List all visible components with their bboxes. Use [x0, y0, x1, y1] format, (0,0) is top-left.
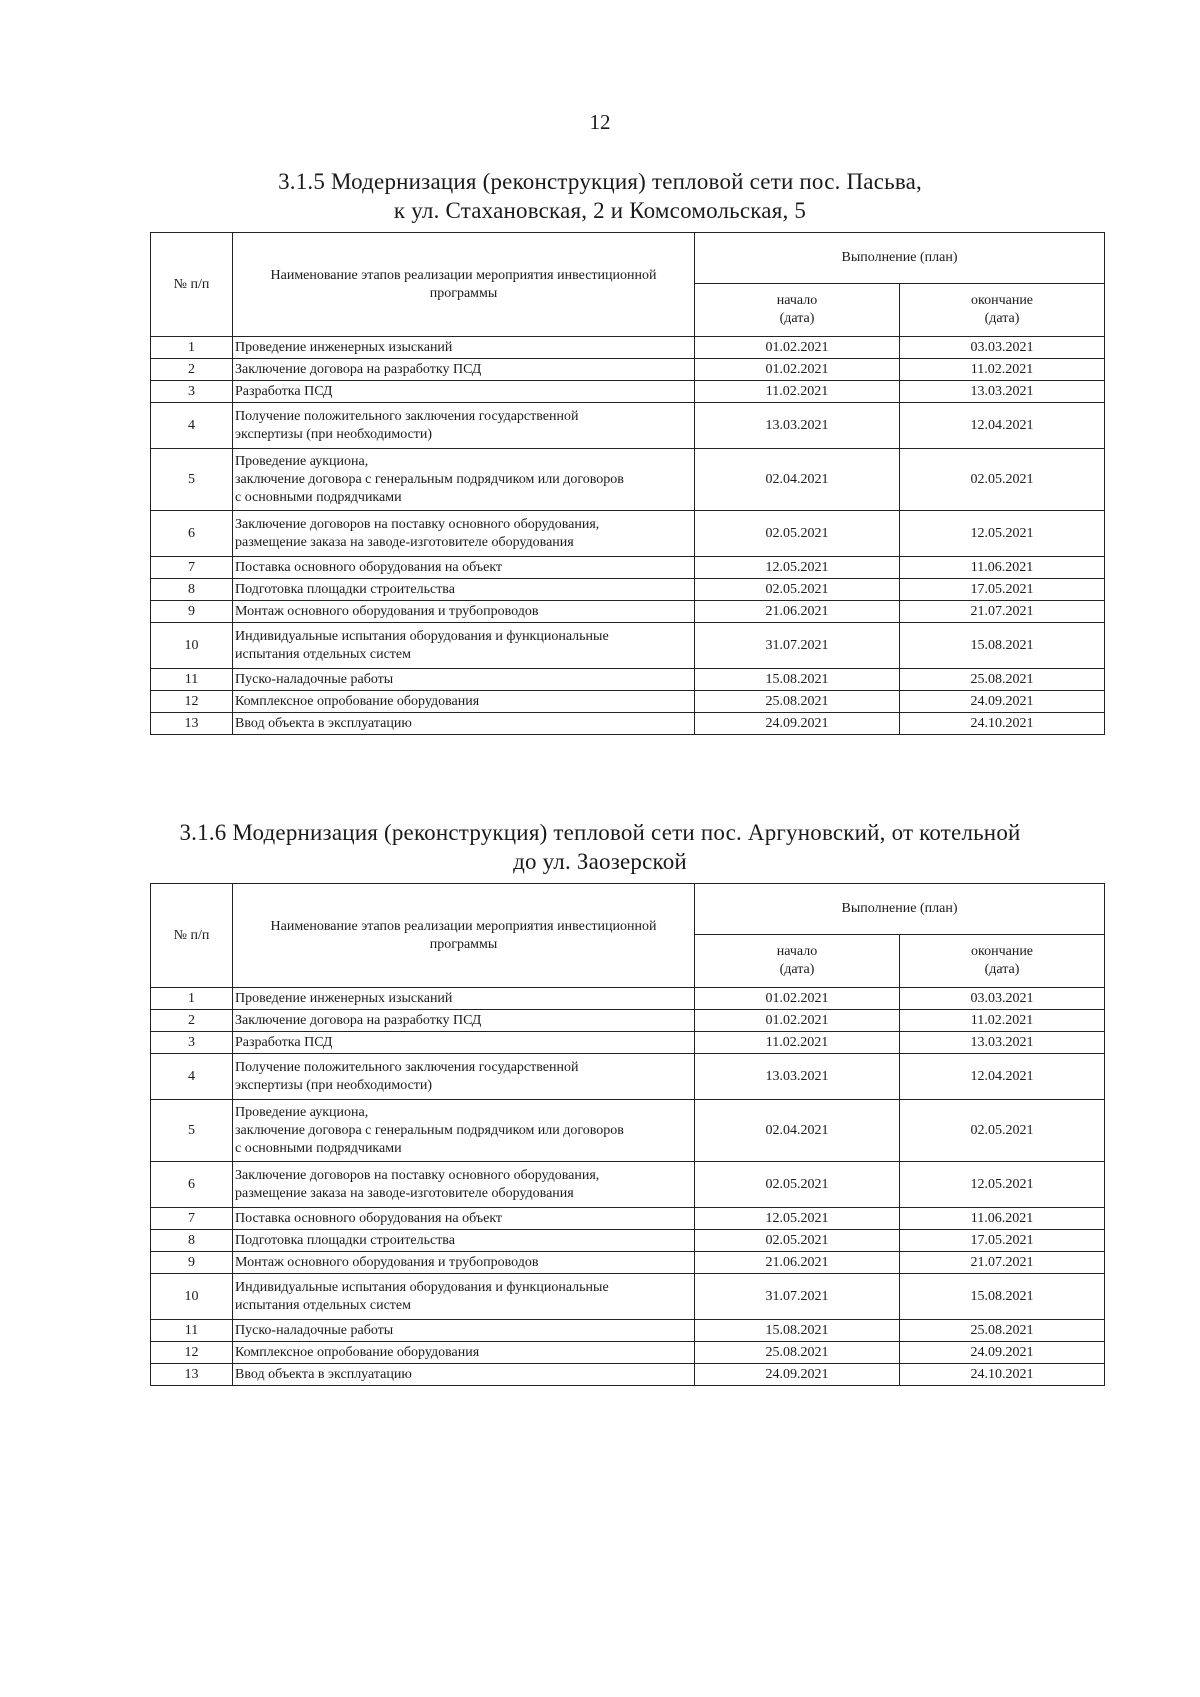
stage-name-line: Поставка основного оборудования на объект [235, 559, 503, 575]
stage-name-line: Заключение договора на разработку ПСД [235, 361, 482, 377]
stage-name-line: Подготовка площадки строительства [235, 1232, 455, 1248]
row-number: 10 [151, 1274, 233, 1320]
table-row [151, 713, 1105, 735]
row-number: 4 [151, 1054, 233, 1100]
table-row [151, 359, 1105, 381]
start-date: 13.03.2021 [695, 1054, 900, 1100]
stage-name [233, 623, 695, 669]
stage-name [233, 988, 695, 1010]
stage-name [233, 1100, 695, 1162]
end-date: 24.10.2021 [900, 713, 1105, 735]
stage-name [233, 1252, 695, 1274]
header-start-label: начало [776, 944, 818, 959]
row-number: 2 [151, 359, 233, 381]
schedule-table-body [151, 337, 1105, 735]
stage-name-line: Разработка ПСД [235, 383, 333, 399]
header-start-date [695, 284, 900, 337]
stage-name [233, 557, 695, 579]
table-row [151, 1320, 1105, 1342]
stage-name [233, 691, 695, 713]
row-number: 6 [151, 511, 233, 557]
row-number: 8 [151, 579, 233, 601]
stage-name [233, 1320, 695, 1342]
stage-name [233, 601, 695, 623]
stage-name-line: Комплексное опробование оборудования [235, 1344, 480, 1360]
row-number: 12 [151, 1342, 233, 1364]
page-number: 12 [589, 110, 611, 134]
section-title-line: 3.1.6 Модернизация (реконструкция) тепловой сети пос. Аргуновский, от котельной [179, 820, 1021, 845]
start-date: 15.08.2021 [695, 1320, 900, 1342]
end-date: 25.08.2021 [900, 669, 1105, 691]
start-date: 21.06.2021 [695, 1252, 900, 1274]
stage-name [233, 1010, 695, 1032]
stage-name [233, 713, 695, 735]
stage-name-line: с основными подрядчиками [235, 1140, 402, 1156]
stage-name-line: Монтаж основного оборудования и трубопроводов [235, 1254, 539, 1270]
end-date: 25.08.2021 [900, 1320, 1105, 1342]
stage-name-line: Индивидуальные испытания оборудования и функциональные [235, 1279, 609, 1295]
stage-name [233, 449, 695, 511]
end-date: 13.03.2021 [900, 381, 1105, 403]
stage-name-line: экспертизы (при необходимости) [235, 426, 433, 442]
start-date: 31.07.2021 [695, 1274, 900, 1320]
row-number: 13 [151, 1364, 233, 1386]
start-date: 15.08.2021 [695, 669, 900, 691]
stage-name [233, 381, 695, 403]
header-end-label: окончание [970, 293, 1034, 308]
stage-name [233, 337, 695, 359]
start-date: 02.05.2021 [695, 511, 900, 557]
schedule-table [150, 232, 1105, 735]
table-row [151, 691, 1105, 713]
stage-name-line: размещение заказа на заводе-изготовителе оборудования [235, 534, 574, 550]
header-start-unit: (дата) [779, 962, 815, 977]
start-date: 01.02.2021 [695, 359, 900, 381]
table-row [151, 1032, 1105, 1054]
end-date: 12.04.2021 [900, 403, 1105, 449]
end-date: 02.05.2021 [900, 449, 1105, 511]
stage-name-line: Ввод объекта в эксплуатацию [235, 1366, 412, 1382]
table-row [151, 449, 1105, 511]
table-row [151, 1054, 1105, 1100]
stage-name-line: заключение договора с генеральным подрядчиком или договоров [235, 471, 624, 487]
end-date: 17.05.2021 [900, 579, 1105, 601]
schedule-table [150, 883, 1105, 1386]
row-number: 6 [151, 1162, 233, 1208]
stage-name [233, 1342, 695, 1364]
start-date: 11.02.2021 [695, 381, 900, 403]
table-row [151, 403, 1105, 449]
start-date: 01.02.2021 [695, 337, 900, 359]
start-date: 02.05.2021 [695, 579, 900, 601]
stage-name [233, 1274, 695, 1320]
start-date: 24.09.2021 [695, 713, 900, 735]
row-number: 11 [151, 1320, 233, 1342]
row-number: 11 [151, 669, 233, 691]
stage-name-line: испытания отдельных систем [235, 646, 411, 662]
header-stage-name: Наименование этапов реализации мероприятия инвестиционной программы [233, 233, 695, 337]
stage-name-line: размещение заказа на заводе-изготовителе оборудования [235, 1185, 574, 1201]
row-number: 10 [151, 623, 233, 669]
stage-name [233, 1032, 695, 1054]
end-date: 12.04.2021 [900, 1054, 1105, 1100]
end-date: 12.05.2021 [900, 1162, 1105, 1208]
stage-name [233, 511, 695, 557]
stage-name [233, 1162, 695, 1208]
table-row [151, 1010, 1105, 1032]
start-date: 02.05.2021 [695, 1162, 900, 1208]
table-row [151, 579, 1105, 601]
end-date: 21.07.2021 [900, 1252, 1105, 1274]
stage-name-line: Поставка основного оборудования на объект [235, 1210, 503, 1226]
start-date: 02.05.2021 [695, 1230, 900, 1252]
stage-name-line: экспертизы (при необходимости) [235, 1077, 433, 1093]
row-number: 13 [151, 713, 233, 735]
table-row [151, 1342, 1105, 1364]
header-start-label: начало [776, 293, 818, 308]
row-number: 3 [151, 1032, 233, 1054]
start-date: 25.08.2021 [695, 1342, 900, 1364]
header-end-date [900, 935, 1105, 988]
end-date: 21.07.2021 [900, 601, 1105, 623]
row-number: 3 [151, 381, 233, 403]
start-date: 25.08.2021 [695, 691, 900, 713]
stage-name-line: Заключение договоров на поставку основного оборудования, [235, 516, 600, 532]
table-row [151, 1208, 1105, 1230]
stage-name-line: Подготовка площадки строительства [235, 581, 455, 597]
start-date: 02.04.2021 [695, 1100, 900, 1162]
header-end-unit: (дата) [984, 962, 1020, 977]
end-date: 11.02.2021 [900, 1010, 1105, 1032]
end-date: 02.05.2021 [900, 1100, 1105, 1162]
stage-name-line: Пуско-наладочные работы [235, 671, 394, 687]
row-number: 7 [151, 1208, 233, 1230]
row-number: 12 [151, 691, 233, 713]
header-number: № п/п [151, 233, 233, 337]
section-title-line: 3.1.5 Модернизация (реконструкция) тепловой сети пос. Пасьва, [278, 169, 922, 194]
stage-name-line: Пуско-наладочные работы [235, 1322, 394, 1338]
stage-name [233, 669, 695, 691]
end-date: 17.05.2021 [900, 1230, 1105, 1252]
row-number: 2 [151, 1010, 233, 1032]
header-number: № п/п [151, 884, 233, 988]
row-number: 9 [151, 601, 233, 623]
table-row [151, 1364, 1105, 1386]
row-number: 5 [151, 449, 233, 511]
stage-name-line: Получение положительного заключения государственной [235, 408, 579, 424]
table-row [151, 381, 1105, 403]
start-date: 24.09.2021 [695, 1364, 900, 1386]
end-date: 12.05.2021 [900, 511, 1105, 557]
table-row [151, 623, 1105, 669]
table-row [151, 1100, 1105, 1162]
stage-name-line: Получение положительного заключения государственной [235, 1059, 579, 1075]
stage-name [233, 1054, 695, 1100]
table-row [151, 669, 1105, 691]
start-date: 01.02.2021 [695, 988, 900, 1010]
stage-name-line: Заключение договоров на поставку основного оборудования, [235, 1167, 600, 1183]
stage-name-line: Проведение инженерных изысканий [235, 339, 453, 355]
row-number: 1 [151, 988, 233, 1010]
start-date: 02.04.2021 [695, 449, 900, 511]
stage-name-line: Проведение аукциона, [235, 453, 369, 469]
table-row [151, 337, 1105, 359]
stage-name-line: Комплексное опробование оборудования [235, 693, 480, 709]
table-row [151, 1274, 1105, 1320]
stage-name-line: Ввод объекта в эксплуатацию [235, 715, 412, 731]
table-row [151, 511, 1105, 557]
start-date: 01.02.2021 [695, 1010, 900, 1032]
start-date: 12.05.2021 [695, 1208, 900, 1230]
row-number: 5 [151, 1100, 233, 1162]
header-end-date [900, 284, 1105, 337]
stage-name-line: Заключение договора на разработку ПСД [235, 1012, 482, 1028]
header-start-date [695, 935, 900, 988]
end-date: 11.02.2021 [900, 359, 1105, 381]
stage-name [233, 403, 695, 449]
table-row [151, 1252, 1105, 1274]
header-end-label: окончание [970, 944, 1034, 959]
row-number: 9 [151, 1252, 233, 1274]
stage-name [233, 579, 695, 601]
stage-name [233, 359, 695, 381]
table-row [151, 557, 1105, 579]
end-date: 03.03.2021 [900, 337, 1105, 359]
stage-name-line: Индивидуальные испытания оборудования и функциональные [235, 628, 609, 644]
section-title-line: до ул. Заозерской [513, 849, 687, 874]
end-date: 11.06.2021 [900, 557, 1105, 579]
end-date: 15.08.2021 [900, 1274, 1105, 1320]
table-row [151, 1162, 1105, 1208]
header-execution-plan: Выполнение (план) [695, 233, 1105, 284]
stage-name-line: Проведение инженерных изысканий [235, 990, 453, 1006]
header-start-unit: (дата) [779, 311, 815, 326]
stage-name-line: испытания отдельных систем [235, 1297, 411, 1313]
start-date: 12.05.2021 [695, 557, 900, 579]
header-execution-plan: Выполнение (план) [695, 884, 1105, 935]
row-number: 8 [151, 1230, 233, 1252]
end-date: 24.09.2021 [900, 1342, 1105, 1364]
end-date: 24.09.2021 [900, 691, 1105, 713]
start-date: 11.02.2021 [695, 1032, 900, 1054]
table-row [151, 988, 1105, 1010]
stage-name-line: Монтаж основного оборудования и трубопроводов [235, 603, 539, 619]
row-number: 7 [151, 557, 233, 579]
stage-name [233, 1364, 695, 1386]
row-number: 4 [151, 403, 233, 449]
stage-name-line: с основными подрядчиками [235, 489, 402, 505]
schedule-table-body [151, 988, 1105, 1386]
section-title [100, 167, 1100, 225]
stage-name-line: заключение договора с генеральным подрядчиком или договоров [235, 1122, 624, 1138]
table-row [151, 601, 1105, 623]
section-title [100, 818, 1100, 876]
start-date: 13.03.2021 [695, 403, 900, 449]
stage-name [233, 1208, 695, 1230]
header-stage-name: Наименование этапов реализации мероприятия инвестиционной программы [233, 884, 695, 988]
end-date: 15.08.2021 [900, 623, 1105, 669]
end-date: 13.03.2021 [900, 1032, 1105, 1054]
stage-name-line: Разработка ПСД [235, 1034, 333, 1050]
stage-name [233, 1230, 695, 1252]
end-date: 11.06.2021 [900, 1208, 1105, 1230]
end-date: 24.10.2021 [900, 1364, 1105, 1386]
header-end-unit: (дата) [984, 311, 1020, 326]
start-date: 31.07.2021 [695, 623, 900, 669]
end-date: 03.03.2021 [900, 988, 1105, 1010]
table-row [151, 1230, 1105, 1252]
start-date: 21.06.2021 [695, 601, 900, 623]
row-number: 1 [151, 337, 233, 359]
section-title-line: к ул. Стахановская, 2 и Комсомольская, 5 [393, 198, 807, 223]
stage-name-line: Проведение аукциона, [235, 1104, 369, 1120]
